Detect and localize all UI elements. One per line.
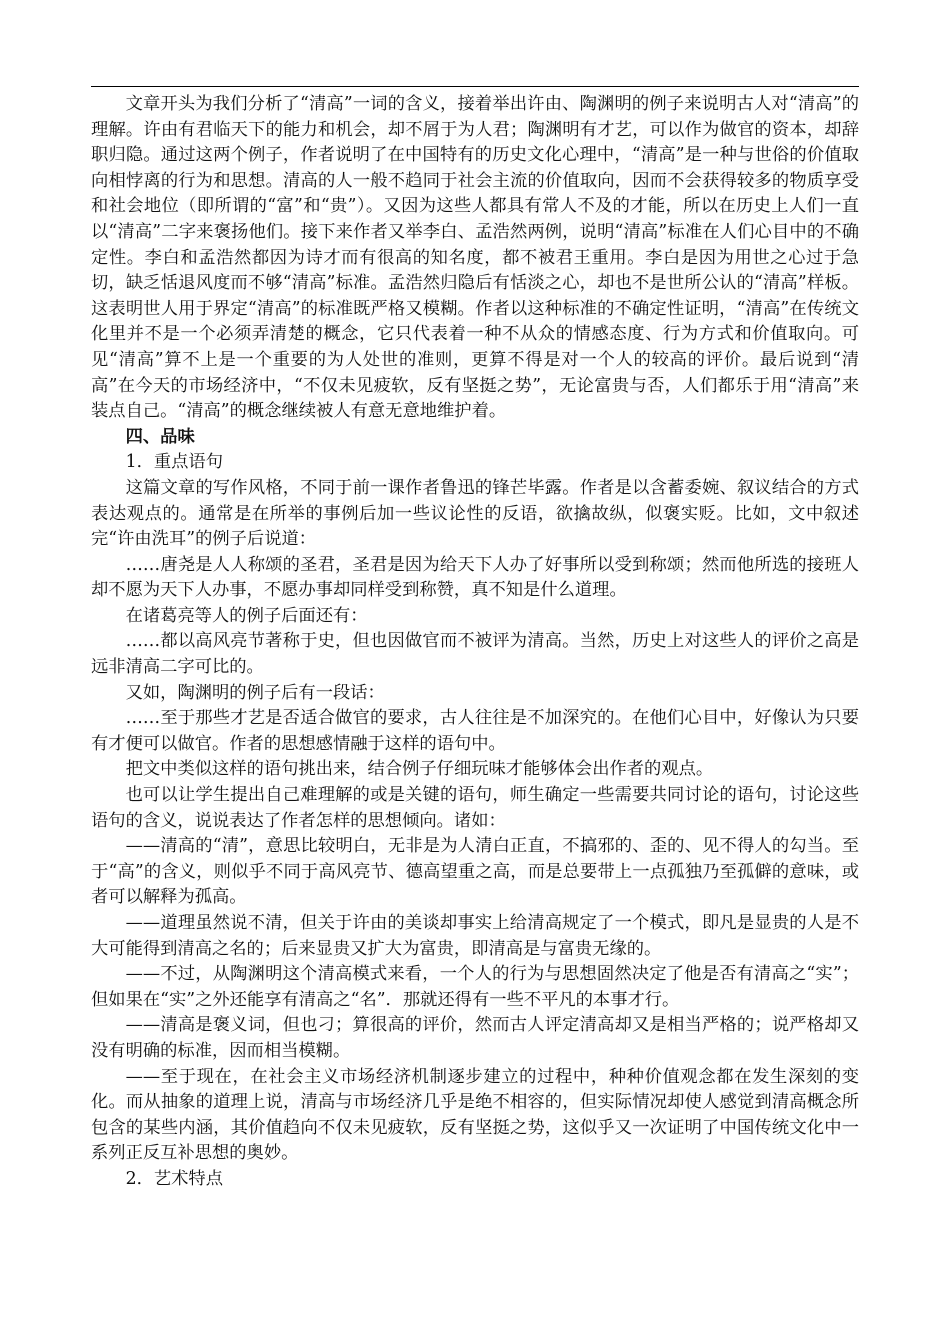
quote-paragraph: ……至于那些才艺是否适合做官的要求，古人往往是不加深究的。在他们心目中，好像认为只要有才便可以做官。作者的思想感情融于这样的语句中。 [91,708,859,754]
document-body [91,92,859,1193]
section-heading-pinwei: 四、品味 [125,426,195,447]
paragraph: 也可以让学生提出自己难理解的或是关键的语句，师生确定一些需要共同讨论的语句，讨论这些语句的含义，说说表达了作者怎样的思想倾向。诸如： [91,785,859,831]
subheading-art-features: 2．艺术特点 [125,1168,223,1189]
quote-paragraph: ……唐尧是人人称颂的圣君，圣君是因为给天下人办了好事所以受到称颂；然而他所选的接班人却不愿为天下人办事，不愿办事却同样受到称赞，真不知是什么道理。 [91,554,859,601]
quote-paragraph: ……都以高风亮节著称于史，但也因做官而不被评为清高。当然，历史上对这些人的评价之高是远非清高二字可比的。 [91,631,859,678]
header-rule [91,86,859,87]
discussion-item: ——清高的“清”，意思比较明白，无非是为人清白正直，不搞邪的、歪的、见不得人的勾当。至于“高”的含义，则似乎不同于高风亮节、德高望重之高，而是总要带上一点孤独乃至孤僻的意味，或者可以解释为孤高。 [91,836,859,908]
discussion-item: ——不过，从陶渊明这个清高模式来看，一个人的行为与思想固然决定了他是否有清高之“实”；但如果在“实”之外还能享有清高之“名”．那就还得有一些不平凡的本事才行。 [91,964,859,1010]
paragraph-summary: 文章开头为我们分析了“清高”一词的含义，接着举出许由、陶渊明的例子来说明古人对“清高”的理解。许由有君临天下的能力和机会，却不屑于为人君；陶渊明有才艺，可以作为做官的资本，却辞职归隐。通过这两个例子，作者说明了在中国特有的历史文化心理中，“清高”是一种与世俗的价值取向相悖离的行为和思想。清高的人一般不趋同于社会主流的价值取向，因而不会获得较多的物质享受和社会地位（即所谓的“富”和“贵”）。又因为这些人都具有常人不及的才能，所以在历史上人们一直以“清高”二字来褒扬他们。接下来作者又举李白、孟浩然两例，说明“清高”标准在人们心目中的不确定性。李白和孟浩然都因为诗才而有很高的知名度，都不被君王重用。李白是因为用世之心过于急切，缺乏恬退风度而不够“清高”标准。孟浩然归隐后有恬淡之心，却也不是世所公认的“清高”样板。这表明世人用于界定“清高”的标准既严格又模糊。作者以这种标准的不确定性证明，“清高”在传统文化里并不是一个必须弄清楚的概念，它只代表着一种不从众的情感态度、行为方式和价值取向。可见“清高”算不上是一个重要的为人处世的准则，更算不得是对一个人的较高的评价。最后说到“清高”在今天的市场经济中，“不仅未见疲软，反有坚挺之势”，无论富贵与否，人们都乐于用“清高”来装点自己。“清高”的概念继续被人有意无意地维护着。 [91,94,859,422]
discussion-item: ——道理虽然说不清，但关于许由的美谈却事实上给清高规定了一个模式，即凡是显贵的人是不大可能得到清高之名的；后来显贵又扩大为富贵，即清高是与富贵无缘的。 [91,913,859,959]
paragraph: 又如，陶渊明的例子后有一段话： [125,682,385,703]
paragraph: 这篇文章的写作风格，不同于前一课作者鲁迅的锋芒毕露。作者是以含蓄委婉、叙议结合的方式表达观点的。通常是在所举的事例后加一些议论性的反语，欲擒故纵，似褒实贬。比如，文中叙述完“许由洗耳”的例子后说道： [91,477,859,550]
subheading-key-sentences: 1．重点语句 [125,452,223,473]
paragraph: 在诸葛亮等人的例子后面还有： [125,605,368,626]
paragraph: 把文中类似这样的语句挑出来，结合例子仔细玩味才能够体会出作者的观点。 [125,759,714,780]
discussion-item: ——至于现在，在社会主义市场经济机制逐步建立的过程中，种种价值观念都在发生深刻的变化。而从抽象的道理上说，清高与市场经济几乎是绝不相容的，但实际情况却使人感觉到清高概念所包含的某些内涵，其价值趋向不仅未见疲软，反有坚挺之势，这似乎又一次证明了中国传统文化中一系列正反互补思想的奥妙。 [91,1066,859,1164]
discussion-item: ——清高是褒义词，但也刁；算很高的评价，然而古人评定清高却又是相当严格的；说严格却又没有明确的标准，因而相当模糊。 [91,1015,859,1061]
